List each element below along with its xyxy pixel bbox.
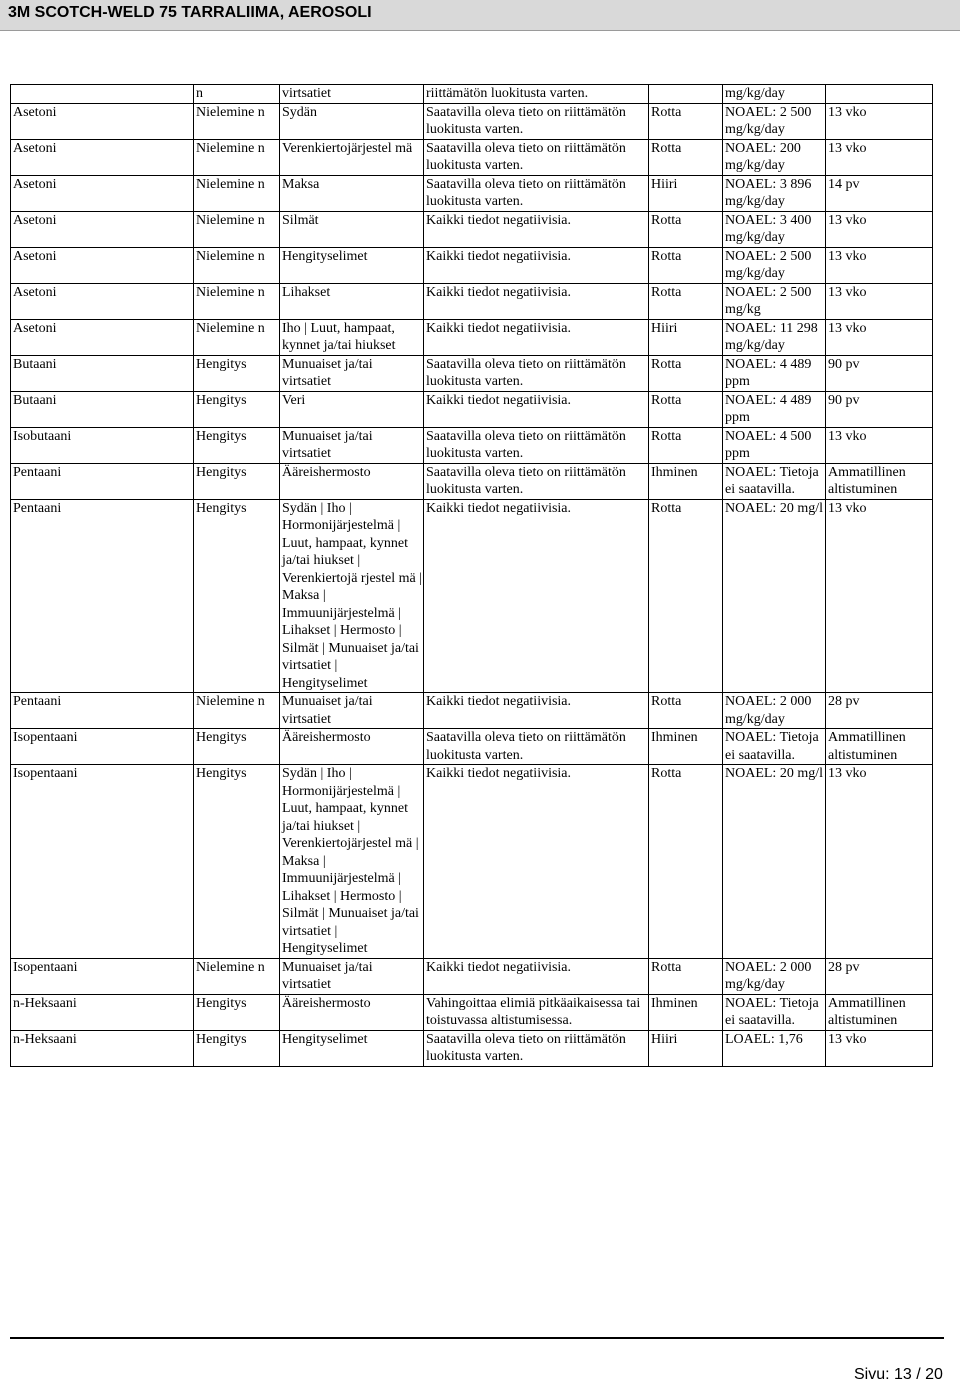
route-cell: Hengitys [194,994,280,1030]
toxicity-table [10,84,933,1067]
test-result-cell: NOAEL: 2 000 mg/kg/day [723,958,826,994]
substance-cell [11,85,194,104]
value-cell: Kaikki tiedot negatiivisia. [424,283,649,319]
species-cell: Rotta [649,283,723,319]
exposure-duration-cell: 13 vko [826,211,933,247]
value-cell: Saatavilla oleva tieto on riittämätön luokitusta varten. [424,463,649,499]
exposure-duration-cell [826,85,933,104]
species-cell: Rotta [649,103,723,139]
species-cell: Hiiri [649,319,723,355]
organ-cell: Ääreishermosto [280,729,424,765]
substance-cell: n-Heksaani [11,994,194,1030]
organ-cell: Munuaiset ja/tai virtsatiet [280,427,424,463]
species-cell: Rotta [649,211,723,247]
route-cell: Nielemine n [194,103,280,139]
route-cell: Nielemine n [194,693,280,729]
route-cell: Nielemine n [194,247,280,283]
species-cell: Rotta [649,391,723,427]
species-cell: Ihminen [649,729,723,765]
value-cell: Kaikki tiedot negatiivisia. [424,247,649,283]
route-cell: n [194,85,280,104]
test-result-cell: NOAEL: 200 mg/kg/day [723,139,826,175]
organ-cell: Sydän [280,103,424,139]
table-row [11,729,933,765]
value-cell: riittämätön luokitusta varten. [424,85,649,104]
species-cell: Rotta [649,355,723,391]
table-row [11,355,933,391]
substance-cell: Pentaani [11,693,194,729]
test-result-cell: mg/kg/day [723,85,826,104]
exposure-duration-cell: 13 vko [826,283,933,319]
table-row [11,139,933,175]
organ-cell: Munuaiset ja/tai virtsatiet [280,958,424,994]
substance-cell: Butaani [11,391,194,427]
table-row [11,175,933,211]
table-row [11,247,933,283]
species-cell [649,85,723,104]
exposure-duration-cell: 13 vko [826,427,933,463]
table-row [11,958,933,994]
route-cell: Hengitys [194,463,280,499]
organ-cell: Munuaiset ja/tai virtsatiet [280,693,424,729]
organ-cell: Sydän | Iho | Hormonijärjestelmä | Luut, hampaat, kynnet ja/tai hiukset | Verenkiertojä rjestel mä | Maksa | Immuunijärjestelmä | Lihakset | Hermosto | Silmät | Munuaiset ja/tai virtsatiet | Hengityselimet [280,499,424,693]
value-cell: Saatavilla oleva tieto on riittämätön luokitusta varten. [424,355,649,391]
test-result-cell: NOAEL: 2 000 mg/kg/day [723,693,826,729]
value-cell: Saatavilla oleva tieto on riittämätön luokitusta varten. [424,427,649,463]
route-cell: Nielemine n [194,175,280,211]
table-row [11,103,933,139]
organ-cell: Veri [280,391,424,427]
exposure-duration-cell: 28 pv [826,958,933,994]
exposure-duration-cell: 13 vko [826,247,933,283]
value-cell: Saatavilla oleva tieto on riittämätön luokitusta varten. [424,103,649,139]
table-row [11,693,933,729]
toxicity-table-body [11,85,933,1067]
species-cell: Ihminen [649,994,723,1030]
substance-cell: Isopentaani [11,958,194,994]
organ-cell: virtsatiet [280,85,424,104]
value-cell: Saatavilla oleva tieto on riittämätön luokitusta varten. [424,1030,649,1066]
organ-cell: Hengityselimet [280,1030,424,1066]
species-cell: Rotta [649,139,723,175]
substance-cell: Asetoni [11,139,194,175]
organ-cell: Munuaiset ja/tai virtsatiet [280,355,424,391]
value-cell: Kaikki tiedot negatiivisia. [424,765,649,959]
test-result-cell: NOAEL: 4 500 ppm [723,427,826,463]
test-result-cell: NOAEL: 2 500 mg/kg/day [723,103,826,139]
value-cell: Saatavilla oleva tieto on riittämätön luokitusta varten. [424,729,649,765]
exposure-duration-cell: 13 vko [826,103,933,139]
species-cell: Hiiri [649,175,723,211]
species-cell: Rotta [649,693,723,729]
value-cell: Vahingoittaa elimiä pitkäaikaisessa tai toistuvassa altistumisessa. [424,994,649,1030]
species-cell: Rotta [649,247,723,283]
substance-cell: Asetoni [11,103,194,139]
organ-cell: Silmät [280,211,424,247]
route-cell: Hengitys [194,391,280,427]
route-cell: Nielemine n [194,211,280,247]
organ-cell: Sydän | Iho | Hormonijärjestelmä | Luut, hampaat, kynnet ja/tai hiukset | Verenkiertojärjestel mä | Maksa | Immuunijärjestelmä | Lihakset | Hermosto | Silmät | Munuaiset ja/tai virtsatiet | Hengityselimet [280,765,424,959]
table-row [11,994,933,1030]
table-row [11,499,933,693]
document-header [0,0,960,31]
species-cell: Rotta [649,958,723,994]
table-row [11,211,933,247]
exposure-duration-cell: 13 vko [826,765,933,959]
route-cell: Hengitys [194,499,280,693]
organ-cell: Hengityselimet [280,247,424,283]
value-cell: Kaikki tiedot negatiivisia. [424,499,649,693]
exposure-duration-cell: 90 pv [826,391,933,427]
test-result-cell: NOAEL: 2 500 mg/kg [723,283,826,319]
test-result-cell: NOAEL: 4 489 ppm [723,391,826,427]
substance-cell: n-Heksaani [11,1030,194,1066]
route-cell: Hengitys [194,1030,280,1066]
organ-cell: Lihakset [280,283,424,319]
exposure-duration-cell: 28 pv [826,693,933,729]
organ-cell: Iho | Luut, hampaat, kynnet ja/tai hiukset [280,319,424,355]
value-cell: Kaikki tiedot negatiivisia. [424,211,649,247]
exposure-duration-cell: 13 vko [826,1030,933,1066]
substance-cell: Butaani [11,355,194,391]
test-result-cell: NOAEL: Tietoja ei saatavilla. [723,994,826,1030]
route-cell: Hengitys [194,355,280,391]
test-result-cell: NOAEL: Tietoja ei saatavilla. [723,729,826,765]
substance-cell: Isobutaani [11,427,194,463]
table-row [11,319,933,355]
page-number: Sivu: 13 / 20 [854,1366,943,1383]
table-row [11,1030,933,1066]
route-cell: Nielemine n [194,319,280,355]
value-cell: Saatavilla oleva tieto on riittämätön luokitusta varten. [424,175,649,211]
route-cell: Hengitys [194,729,280,765]
table-row [11,85,933,104]
species-cell: Rotta [649,427,723,463]
test-result-cell: NOAEL: 20 mg/l [723,765,826,959]
substance-cell: Isopentaani [11,729,194,765]
route-cell: Nielemine n [194,958,280,994]
table-row [11,391,933,427]
substance-cell: Asetoni [11,247,194,283]
table-row [11,283,933,319]
test-result-cell: NOAEL: 20 mg/l [723,499,826,693]
test-result-cell: NOAEL: 11 298 mg/kg/day [723,319,826,355]
exposure-duration-cell: 13 vko [826,139,933,175]
value-cell: Kaikki tiedot negatiivisia. [424,958,649,994]
organ-cell: Ääreishermosto [280,994,424,1030]
route-cell: Hengitys [194,765,280,959]
exposure-duration-cell: 90 pv [826,355,933,391]
exposure-duration-cell: 14 pv [826,175,933,211]
organ-cell: Maksa [280,175,424,211]
exposure-duration-cell: 13 vko [826,319,933,355]
substance-cell: Asetoni [11,283,194,319]
substance-cell: Asetoni [11,175,194,211]
test-result-cell: NOAEL: 3 896 mg/kg/day [723,175,826,211]
value-cell: Kaikki tiedot negatiivisia. [424,391,649,427]
test-result-cell: NOAEL: Tietoja ei saatavilla. [723,463,826,499]
substance-cell: Isopentaani [11,765,194,959]
route-cell: Nielemine n [194,139,280,175]
species-cell: Hiiri [649,1030,723,1066]
test-result-cell: NOAEL: 2 500 mg/kg/day [723,247,826,283]
route-cell: Hengitys [194,427,280,463]
organ-cell: Verenkiertojärjestel mä [280,139,424,175]
exposure-duration-cell: Ammatillinen altistuminen [826,994,933,1030]
substance-cell: Asetoni [11,211,194,247]
value-cell: Saatavilla oleva tieto on riittämätön luokitusta varten. [424,139,649,175]
document-title: 3M SCOTCH-WELD 75 TARRALIIMA, AEROSOLI [8,4,372,21]
substance-cell: Asetoni [11,319,194,355]
substance-cell: Pentaani [11,499,194,693]
species-cell: Ihminen [649,463,723,499]
value-cell: Kaikki tiedot negatiivisia. [424,693,649,729]
value-cell: Kaikki tiedot negatiivisia. [424,319,649,355]
exposure-duration-cell: Ammatillinen altistuminen [826,463,933,499]
organ-cell: Ääreishermosto [280,463,424,499]
footer-divider [10,1337,944,1339]
exposure-duration-cell: 13 vko [826,499,933,693]
test-result-cell: LOAEL: 1,76 [723,1030,826,1066]
exposure-duration-cell: Ammatillinen altistuminen [826,729,933,765]
table-row [11,463,933,499]
test-result-cell: NOAEL: 4 489 ppm [723,355,826,391]
table-row [11,765,933,959]
route-cell: Nielemine n [194,283,280,319]
species-cell: Rotta [649,765,723,959]
species-cell: Rotta [649,499,723,693]
substance-cell: Pentaani [11,463,194,499]
table-row [11,427,933,463]
test-result-cell: NOAEL: 3 400 mg/kg/day [723,211,826,247]
